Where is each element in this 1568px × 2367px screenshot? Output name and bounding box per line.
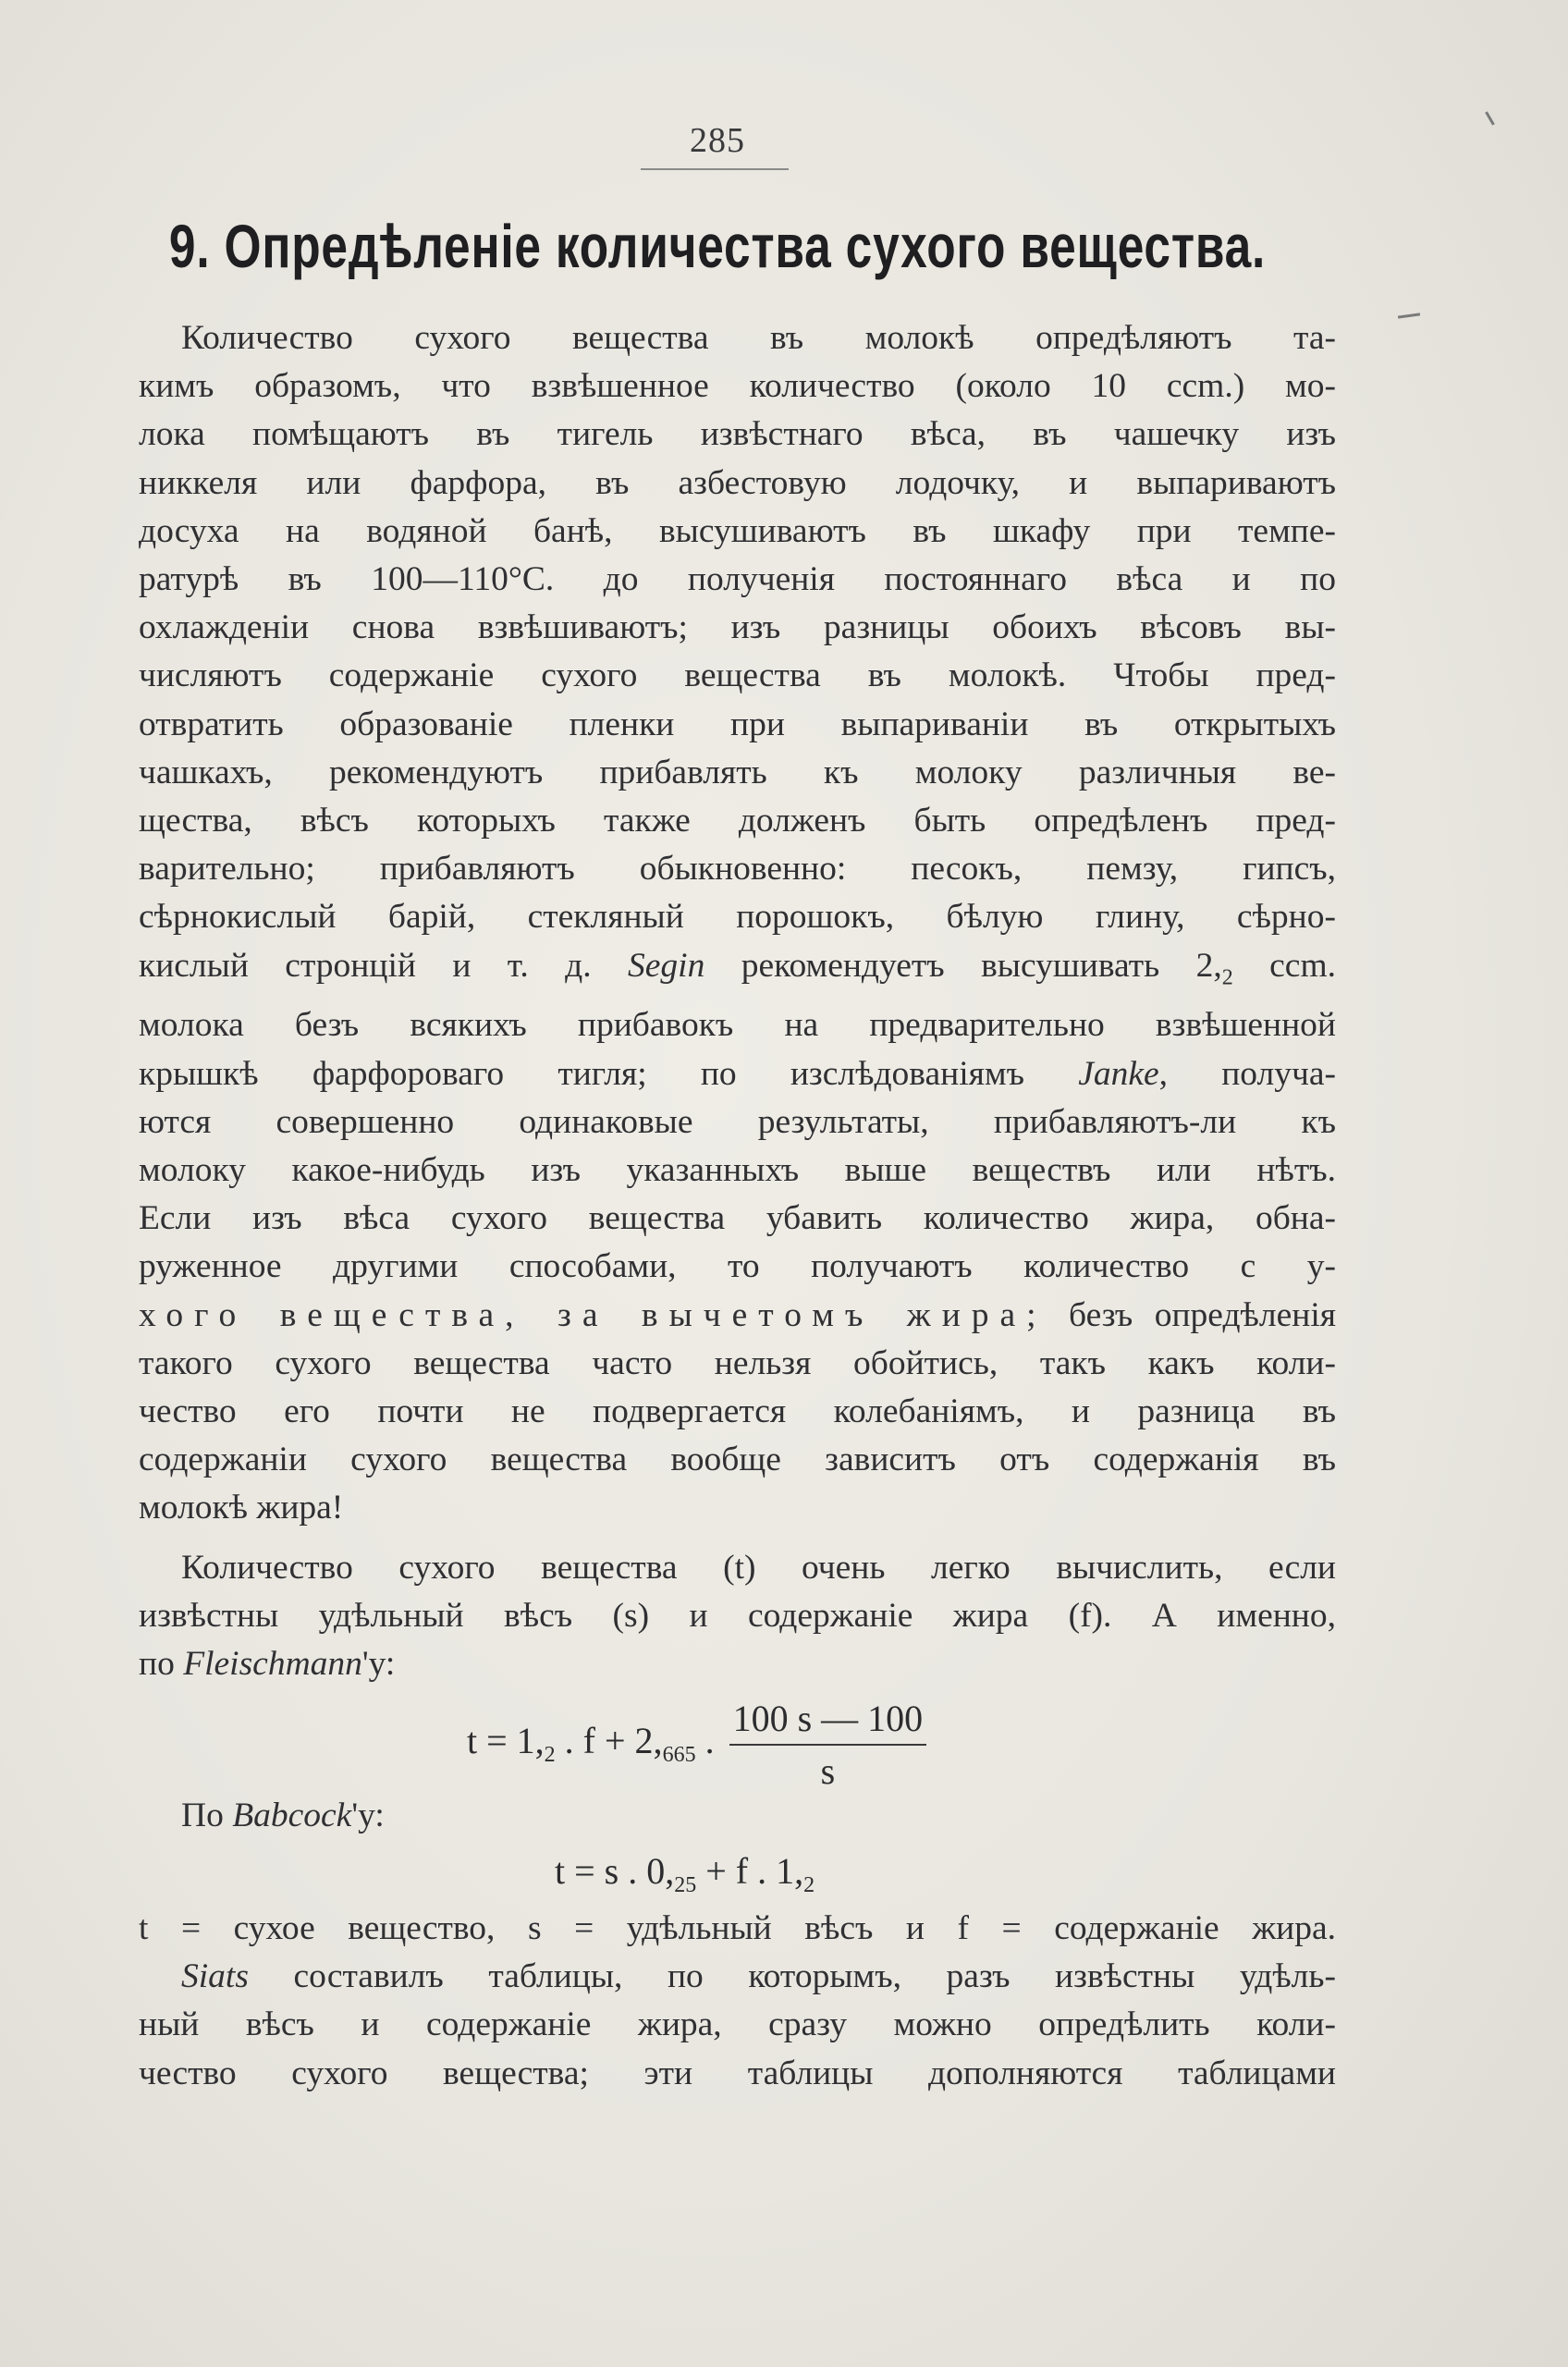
text-segment: ccm. — [1232, 946, 1336, 985]
text-line: ный вѣсъ и содержаніе жира, сразу можно опредѣлить коли- — [139, 2005, 1336, 2044]
formula-mid: + f . 1, — [696, 1850, 804, 1892]
fraction — [729, 1697, 927, 1793]
text-line: молоку какое-нибудь изъ указанныхъ выше веществъ или нѣтъ. — [139, 1150, 1336, 1189]
text-line-babcock — [139, 1792, 1336, 1840]
text-line: молокѣ жира! — [139, 1489, 344, 1527]
formula-babcock — [555, 1849, 815, 1898]
subscript: 665 — [662, 1743, 696, 1768]
text-segment: кислый стронцій и т. д. — [139, 946, 629, 985]
text-segment: 'у: — [361, 1645, 396, 1684]
text-line: сѣрнокислый барій, стекляный порошокъ, бѣлую глину, сѣрно- — [139, 898, 1336, 937]
paragraph-formula-intro — [139, 1544, 1336, 1689]
text-line-siats — [139, 1953, 1336, 2001]
margin-mark — [1485, 111, 1495, 125]
formula-fleischmann — [467, 1697, 926, 1793]
text-line: охлажденіи снова взвѣшиваютъ; изъ разницы обоихъ вѣсовъ вы- — [139, 608, 1336, 647]
fraction-numerator: 100 s — 100 — [729, 1697, 927, 1746]
fraction-denominator: s — [820, 1750, 836, 1792]
text-line: извѣстны удѣльный вѣсъ (s) и содержаніе жира (f). А именно, — [139, 1597, 1336, 1636]
text-segment: рекомендуетъ высушивать 2, — [704, 946, 1222, 985]
formula-dot: . — [695, 1720, 715, 1762]
subscript: 2 — [803, 1873, 815, 1897]
text-line-fleischmann — [139, 1640, 1336, 1688]
text-line: варительно; прибавляютъ обыкновенно: песокъ, пемзу, гипсъ, — [139, 850, 1336, 889]
text-segment: По — [181, 1797, 233, 1834]
text-line: Количество сухого вещества (t) очень легко вычислить, если — [181, 1549, 1336, 1587]
text-line: молока безъ всякихъ прибавокъ на предварительно взвѣшенной — [139, 1006, 1336, 1045]
margin-mark — [1398, 313, 1420, 318]
author-name-babcock: Babcock — [232, 1797, 352, 1834]
text-line: числяютъ содержаніе сухого вещества въ молокѣ. Чтобы пред- — [139, 656, 1336, 695]
text-line: чество сухого вещества; эти таблицы дополняются таблицами — [139, 2054, 1336, 2092]
text-segment: крышкѣ фарфороваго тигля; по изслѣдованіямъ — [139, 1054, 1079, 1093]
text-line: такого сухого вещества часто нельзя обойтись, такъ какъ коли- — [139, 1343, 1336, 1382]
text-line: Количество сухого вещества въ молокѣ опредѣляютъ та- — [181, 319, 1336, 357]
subscript: 2 — [1221, 965, 1233, 990]
author-name-siats: Siats — [181, 1957, 249, 1996]
text-segment: , получа- — [1158, 1054, 1336, 1093]
text-line: отвратить образованіе пленки при выпариваніи въ открытыхъ — [139, 705, 1336, 743]
paragraph-babcock — [139, 1792, 1336, 1840]
paragraph-definitions — [139, 1905, 1336, 2098]
text-line: ются совершенно одинаковые результаты, прибавляютъ-ли къ — [139, 1102, 1336, 1141]
page-number-rule — [641, 168, 789, 170]
text-line: содержаніи сухого вещества вообще зависитъ отъ содержанія въ — [139, 1441, 1336, 1479]
subscript: 25 — [674, 1873, 697, 1897]
text-line: ратурѣ въ 100—110°С. до полученія постояннаго вѣса и по — [139, 560, 1336, 599]
formula-lhs: t = s . 0, — [555, 1850, 675, 1892]
text-segment: составилъ таблицы, по которымъ, разъ извѣстны удѣль- — [248, 1957, 1336, 1996]
text-line: щества, вѣсъ которыхъ также долженъ быть опредѣленъ пред- — [139, 802, 1336, 840]
text-line: лока помѣщаютъ въ тигель извѣстнаго вѣса, въ чашечку изъ — [139, 415, 1336, 454]
section-heading: 9. Опредѣленіе количества сухого вещества. — [168, 212, 1267, 280]
formula-mid: . f + 2, — [555, 1720, 663, 1762]
text-line: никкеля или фарфора, въ азбестовую лодочку, и выпариваютъ — [139, 463, 1336, 502]
author-name-fleischmann: Fleischmann — [183, 1645, 362, 1684]
formula-lhs: t = 1, — [467, 1720, 545, 1762]
text-line: кимъ образомъ, что взвѣшенное количество (около 10 ccm.) мо- — [139, 367, 1336, 406]
author-name-janke: Janke — [1078, 1054, 1159, 1093]
author-name-segin: Segin — [628, 946, 705, 985]
text-line: руженное другими способами, то получаютъ количество с у- — [139, 1247, 1336, 1286]
text-segment: по — [139, 1645, 184, 1684]
text-line: Если изъ вѣса сухого вещества убавить количество жира, обна- — [139, 1199, 1336, 1238]
text-segment: безъ опредѣленія — [1047, 1295, 1336, 1334]
text-line-janke — [139, 1050, 1336, 1098]
paragraph-main — [139, 314, 1336, 1533]
text-segment: 'у: — [351, 1797, 385, 1834]
text-line: чашкахъ, рекомендуютъ прибавлять къ молоку различныя ве- — [139, 753, 1336, 791]
text-line: досуха на водяной банѣ, высушиваютъ въ шкафу при темпе- — [139, 511, 1336, 550]
spaced-emphasis: хого вещества, за вычетомъ жира; — [139, 1295, 1047, 1334]
text-line-segin — [139, 942, 1336, 1002]
page-number: 285 — [690, 121, 745, 160]
definition-line: t = сухое вещество, s = удѣльный вѣсъ и f = содержаніе жира. — [139, 1909, 1336, 1947]
text-line-spaced — [139, 1292, 1336, 1340]
text-line: чество его почти не подвергается колебаніямъ, и разница въ — [139, 1392, 1336, 1430]
subscript: 2 — [544, 1743, 556, 1768]
